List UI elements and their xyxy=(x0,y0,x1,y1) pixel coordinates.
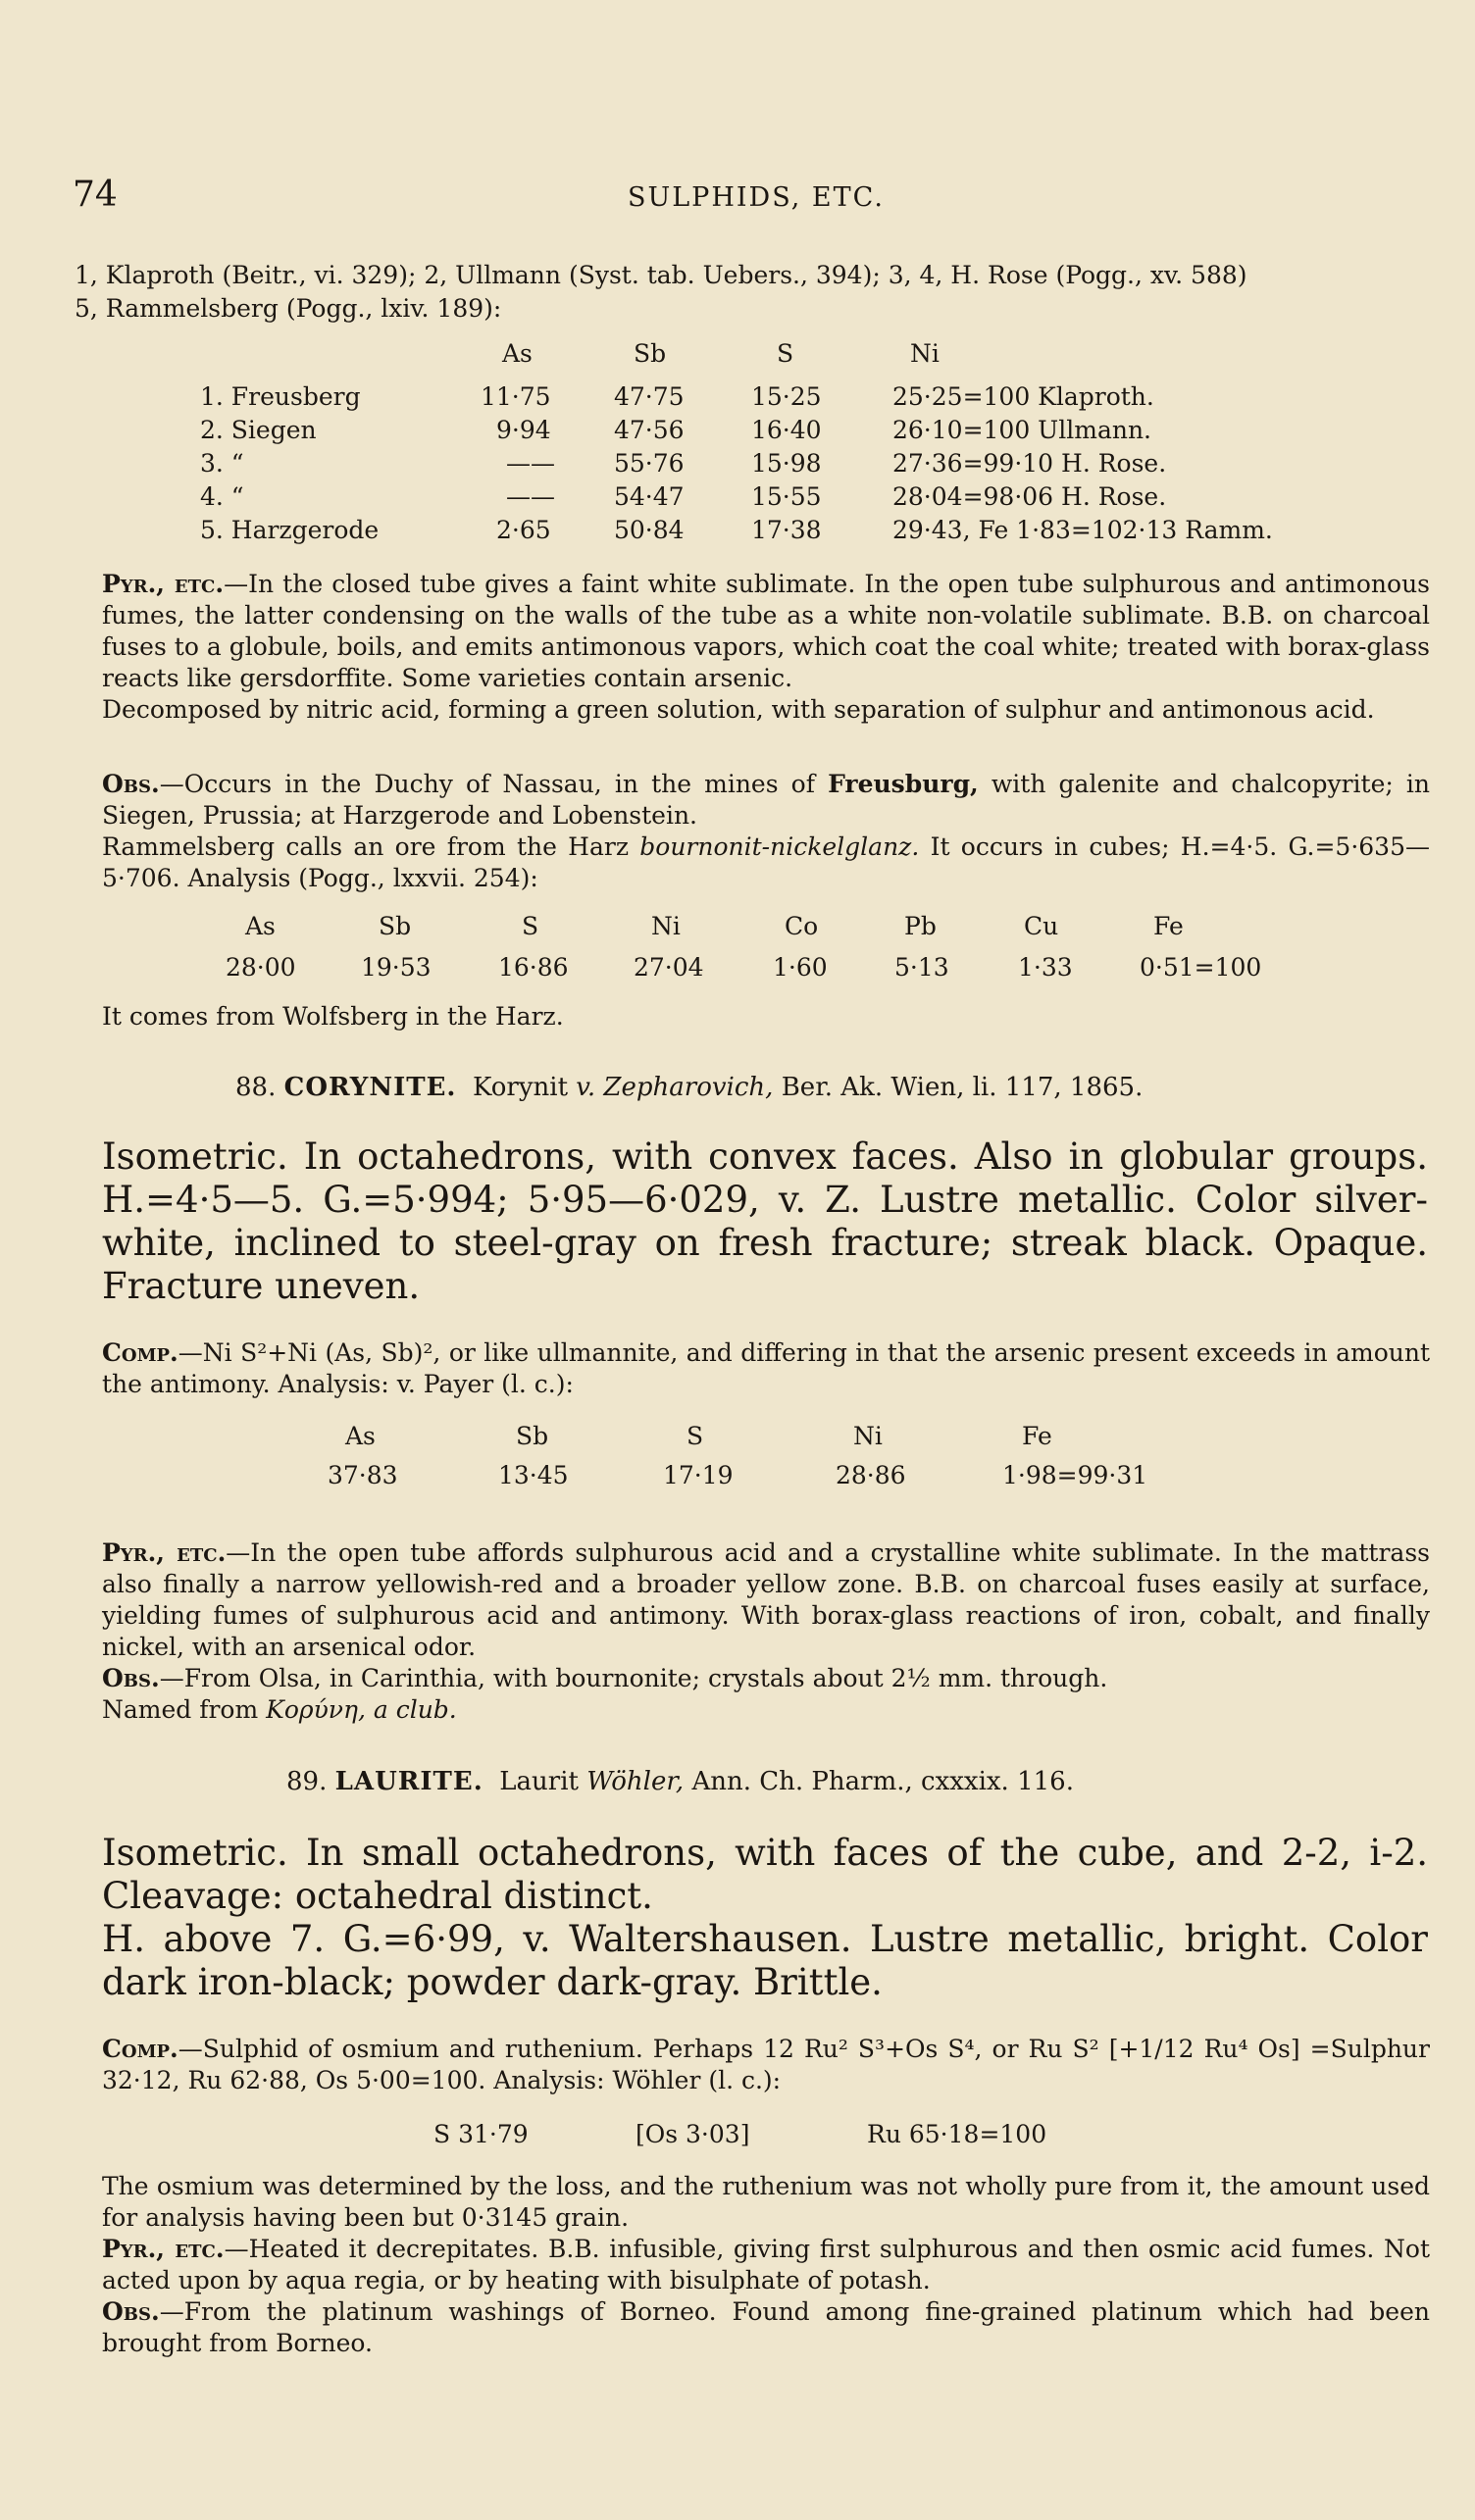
named-text: Named from xyxy=(102,1695,259,1724)
table1-cell: 17·38 xyxy=(751,516,822,544)
table1-row-label: 1. Freusberg xyxy=(200,382,361,411)
table1-cell: 29·43, Fe 1·83=102·13 Ramm. xyxy=(892,516,1273,544)
table1-cell: 47·75 xyxy=(614,382,685,411)
table1-cell: 16·40 xyxy=(751,416,822,444)
table2-value: 27·04 xyxy=(634,953,704,982)
corynite-number: 88. xyxy=(235,1073,277,1102)
table2-header: Sb xyxy=(379,912,412,940)
laurite-desc-1: Isometric. In small octahedrons, with faces of the cube, and 2-2, i-2. Cleavage: octahedral distinct. xyxy=(102,1832,1428,1917)
pyr-lead: Pyr., etc. xyxy=(102,2235,225,2263)
table1-cell: 55·76 xyxy=(614,449,685,478)
obs-lead: Obs. xyxy=(102,1664,160,1692)
table1-cell: 15·55 xyxy=(751,482,822,511)
laurite-notes xyxy=(102,2171,1430,2359)
corynite-header: Sb xyxy=(516,1422,549,1450)
ramm-text-a: Rammelsberg calls an ore from the Harz xyxy=(102,832,629,861)
table1-cell: —— xyxy=(506,449,555,478)
table2-header: Pb xyxy=(904,912,937,940)
named-greek: Κορύνη, a club. xyxy=(266,1695,457,1724)
comp-text: —Ni S²+Ni (As, Sb)², or like ullmannite, and differing in that the arsenic present exceeds in amount the antimony. Analysis: v. Payer (l. c.): xyxy=(102,1338,1430,1398)
table1-row-label: 5. Harzgerode xyxy=(200,516,380,544)
pyr-text: —In the open tube affords sulphurous acid and a crystalline white sublimate. In the mattrass also finally a narrow yellowish-red and a broader yellow zone. B.B. on charcoal fuses easily at surface, yielding fumes of sulphurous acid and antimony. With borax-glass reactions of iron, cobalt, and finally nickel, with an arsenical odor. xyxy=(102,1538,1430,1661)
laurite-value: Ru 65·18=100 xyxy=(867,2120,1047,2148)
table2-value: 1·33 xyxy=(1018,953,1073,982)
table1-cell: 26·10=100 Ullmann. xyxy=(892,416,1152,444)
corynite-description xyxy=(102,1135,1428,1308)
table1-cell: 15·25 xyxy=(751,382,822,411)
table1-header-ni: Ni xyxy=(910,339,940,368)
corynite-value: 1·98=99·31 xyxy=(1002,1461,1148,1489)
corynite-ref-b: Ber. Ak. Wien, li. 117, 1865. xyxy=(781,1073,1144,1102)
ramm-mineral-name: bournonit-nickelglanz. xyxy=(639,832,920,861)
pyr-lead: Pyr., etc. xyxy=(102,1538,227,1567)
page-number: 74 xyxy=(73,175,118,215)
corynite-ref-a: Korynit xyxy=(473,1073,569,1102)
ramm-text-b: It occurs in cubes; H.=4·5. G.=5·635—5·706. Analysis (Pogg., lxxvii. 254): xyxy=(102,832,1430,892)
table2-header: Ni xyxy=(651,912,681,940)
laurite-value: S 31·79 xyxy=(433,2120,529,2148)
table1-header-sb: Sb xyxy=(634,339,667,368)
laurite-number: 89. xyxy=(286,1767,328,1796)
table2-header: Fe xyxy=(1153,912,1184,940)
table1-row-label: 4. “ xyxy=(200,482,244,511)
running-title: SULPHIDS, ETC. xyxy=(628,182,885,213)
table2-value: 16·86 xyxy=(498,953,569,982)
laurite-ref-b: Ann. Ch. Pharm., cxxxix. 116. xyxy=(691,1767,1074,1796)
laurite-description xyxy=(102,1832,1428,2004)
pyr-text: —Heated it decrepitates. B.B. infusible, giving first sulphurous and then osmic acid fumes. Not acted upon by aqua regia, or by heating with bisulphate of potash. xyxy=(102,2235,1430,2294)
laurite-comp xyxy=(102,2034,1430,2096)
corynite-heading xyxy=(235,1073,1143,1102)
comp-lead: Comp. xyxy=(102,1338,178,1367)
table2-header: S xyxy=(522,912,539,940)
obs-text-a: —Occurs in the Duchy of Nassau, in the mines of xyxy=(159,770,815,798)
obs-paragraph-1 xyxy=(102,769,1430,894)
table1-cell: 27·36=99·10 H. Rose. xyxy=(892,449,1167,478)
corynite-ref-author: v. Zepharovich, xyxy=(576,1073,774,1102)
references-line-2: 5, Rammelsberg (Pogg., lxiv. 189): xyxy=(75,294,502,323)
table2-value: 5·13 xyxy=(894,953,949,982)
wolfsberg-line: It comes from Wolfsberg in the Harz. xyxy=(102,1002,564,1031)
laurite-name: LAURITE. xyxy=(334,1767,483,1796)
corynite-header: Fe xyxy=(1022,1422,1052,1450)
corynite-header: As xyxy=(345,1422,376,1450)
table1-row-label: 2. Siegen xyxy=(200,416,317,444)
corynite-name: CORYNITE. xyxy=(283,1073,457,1102)
table1-cell: 25·25=100 Klaproth. xyxy=(892,382,1154,411)
laurite-note: The osmium was determined by the loss, and the ruthenium was not wholly pure from it, the amount used for analysis having been but 0·3145 grain. xyxy=(102,2172,1430,2232)
table2-value: 1·60 xyxy=(773,953,828,982)
table1-header-s: S xyxy=(777,339,794,368)
laurite-ref-a: Laurit xyxy=(499,1767,579,1796)
corynite-pyr xyxy=(102,1537,1430,1726)
laurite-heading xyxy=(286,1767,1074,1796)
corynite-desc-text: Isometric. In octahedrons, with convex faces. Also in globular groups. H.=4·5—5. G.=5·994; 5·95—6·029, v. Z. Lustre metallic. Color silver-white, inclined to steel-gray on fresh fracture; streak black. Opaque. Fracture uneven. xyxy=(102,1135,1428,1307)
obs-text: —From the platinum washings of Borneo. Found among fine-grained platinum which had been brought from Borneo. xyxy=(102,2297,1430,2357)
comp-lead: Comp. xyxy=(102,2035,178,2063)
pyr-lead: Pyr., etc. xyxy=(102,570,225,598)
table1-cell: 15·98 xyxy=(751,449,822,478)
laurite-desc-2: H. above 7. G.=6·99, v. Waltershausen. Lustre metallic, bright. Color dark iron-black; powder dark-gray. Brittle. xyxy=(102,1918,1428,2003)
table2-header: Cu xyxy=(1024,912,1059,940)
decomposed-text: Decomposed by nitric acid, forming a green solution, with separation of sulphur and antimonous acid. xyxy=(102,695,1375,724)
table1-cell: 47·56 xyxy=(614,416,685,444)
table2-value: 19·53 xyxy=(361,953,432,982)
table2-value: 28·00 xyxy=(226,953,296,982)
obs-text: —From Olsa, in Carinthia, with bournonite; crystals about 2½ mm. through. xyxy=(159,1664,1108,1692)
comp-text: —Sulphid of osmium and ruthenium. Perhaps 12 Ru² S³+Os S⁴, or Ru S² [+1/12 Ru⁴ Os] =Sulphur 32·12, Ru 62·88, Os 5·00=100. Analysis: Wöhler (l. c.): xyxy=(102,2035,1430,2094)
table1-cell: 54·47 xyxy=(614,482,685,511)
obs-lead: Obs. xyxy=(102,770,160,798)
table1-cell: 28·04=98·06 H. Rose. xyxy=(892,482,1167,511)
pyr-paragraph-1 xyxy=(102,569,1430,726)
table1-cell: 2·65 xyxy=(496,516,551,544)
pyr-text: —In the closed tube gives a faint white sublimate. In the open tube sulphurous and antimonous fumes, the latter condensing on the walls of the tube as a white non-volatile sublimate. B.B. on charcoal fuses to a globule, boils, and emits antimonous vapors, which coat the coal white; treated with borax-glass reacts like gersdorffite. Some varieties contain arsenic. xyxy=(102,570,1430,692)
table1-row-label: 3. “ xyxy=(200,449,244,478)
corynite-value: 28·86 xyxy=(836,1461,906,1489)
table1-cell: 11·75 xyxy=(481,382,551,411)
table1-cell: —— xyxy=(506,482,555,511)
table1-cell: 9·94 xyxy=(496,416,551,444)
obs-text-b: with galenite and chalcopyrite; in Siegen, Prussia; at Harzgerode and Lobenstein. xyxy=(102,770,1431,830)
corynite-header: S xyxy=(687,1422,704,1450)
table2-header: Co xyxy=(785,912,819,940)
corynite-value: 13·45 xyxy=(498,1461,569,1489)
table1-cell: 50·84 xyxy=(614,516,685,544)
obs-lead: Obs. xyxy=(102,2297,160,2326)
corynite-header: Ni xyxy=(853,1422,883,1450)
table2-header: As xyxy=(245,912,276,940)
corynite-comp xyxy=(102,1337,1430,1400)
corynite-value: 37·83 xyxy=(328,1461,398,1489)
table2-value: 0·51=100 xyxy=(1140,953,1262,982)
laurite-value: [Os 3·03] xyxy=(636,2120,750,2148)
laurite-ref-author: Wöhler, xyxy=(586,1767,685,1796)
references-line-1: 1, Klaproth (Beitr., vi. 329); 2, Ullmann (Syst. tab. Uebers., 394); 3, 4, H. Rose (Pogg., xv. 588) xyxy=(75,261,1247,289)
corynite-value: 17·19 xyxy=(663,1461,734,1489)
table1-header-as: As xyxy=(502,339,533,368)
obs-place: Freusburg, xyxy=(828,770,979,798)
